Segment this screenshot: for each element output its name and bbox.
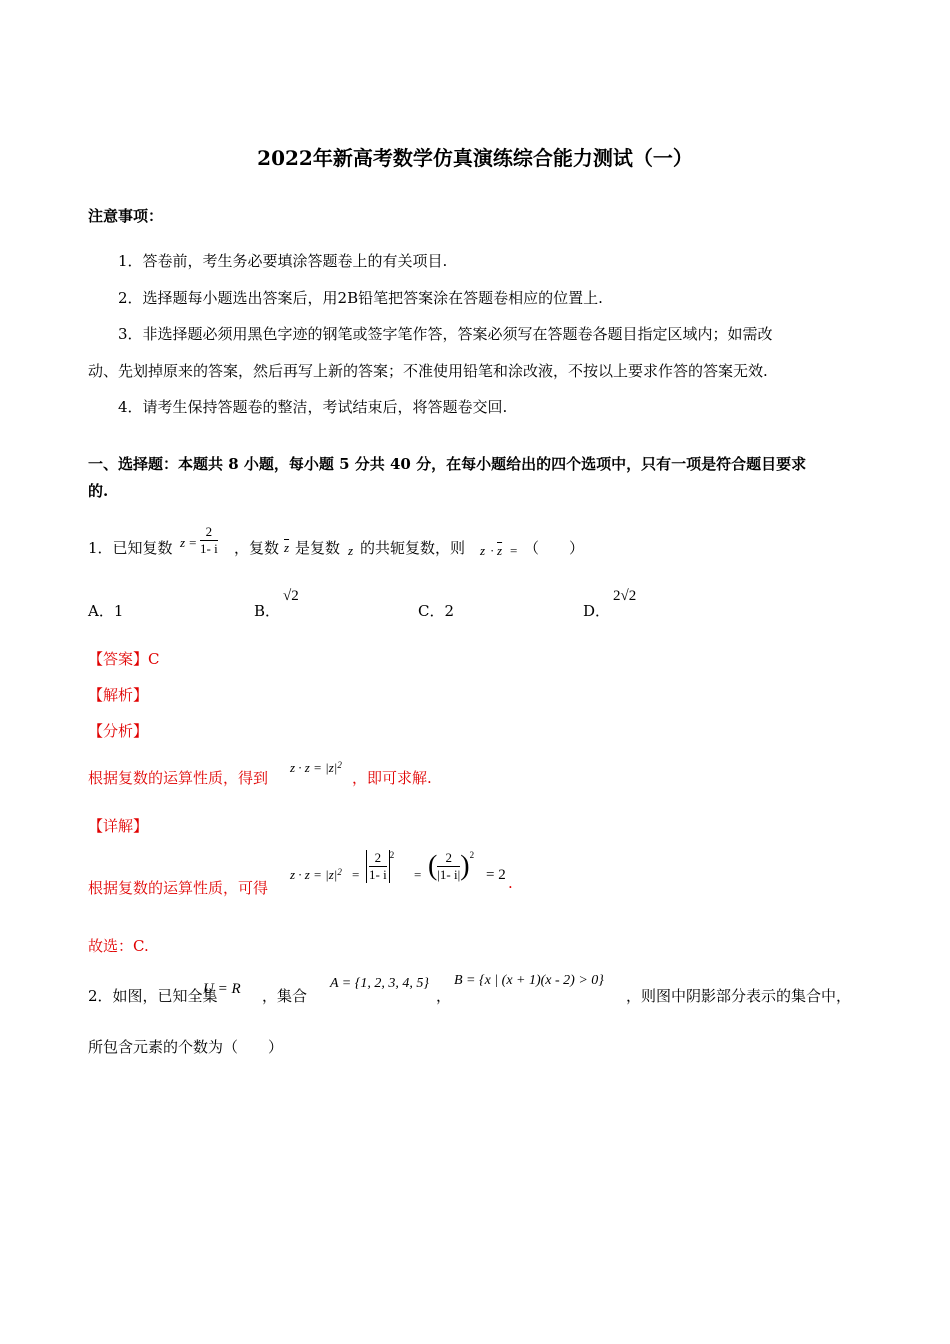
q1-fenxi-expr	[290, 760, 342, 776]
q1-zbar: $\overline{z}$	[284, 540, 290, 555]
q1-detail-paren-frac: ( $\frac{2}{|1- i|}$ )$^2$	[428, 850, 475, 882]
q1-paren: （ ）	[524, 539, 585, 557]
section1-heading-cont: 的.	[88, 482, 109, 500]
q1-detail-eq1: =	[352, 867, 360, 882]
q1-detail-result: = 2	[486, 867, 506, 883]
option-value: 2	[444, 602, 455, 620]
q1-option-d-value: 2√2	[613, 588, 637, 604]
q2-mid1: ，集合	[262, 987, 308, 1005]
q1-option-b-value: √2	[283, 588, 299, 604]
q1-fenxi-pre: 根据复数的运算性质，得到	[88, 769, 269, 787]
q2-comma: ，	[436, 987, 452, 1005]
q1-detail-end: .	[508, 874, 513, 892]
q1-mid1: ，复数	[234, 539, 280, 557]
notice-item-3-cont: 动、先划掉原来的答案，然后再写上新的答案；不准使用铅笔和涂改液，不按以上要求作答的答案无效.	[88, 362, 768, 380]
notice-item-3: 3．非选择题必须用黑色字迹的钢笔或签字笔作答，答案必须写在答题卷各题目指定区域内；如需改	[118, 325, 773, 343]
q2-set-b: B = {x | (x + 1)(x - 2) > 0}	[454, 973, 604, 988]
notice-heading: 注意事项：	[88, 207, 164, 225]
q1-option-a	[88, 600, 123, 621]
q1-expr-zbar: $\overline{z}$	[497, 543, 503, 558]
q1-analysis-heading: 【解析】	[88, 686, 149, 704]
q1-detail-heading: 【详解】	[88, 817, 149, 835]
page-title: 2022年新高考数学仿真演练综合能力测试（一）	[257, 146, 693, 170]
math-superscript: 2	[337, 760, 342, 770]
q2-line2: 所包含元素的个数为（ ）	[88, 1038, 284, 1056]
q1-expr-eq: =	[510, 543, 518, 558]
q2-mid2: ，则图中阴影部分表示的集合中，	[626, 987, 852, 1005]
q1-fraction	[200, 524, 218, 557]
q2-set-a: A = {1, 2, 3, 4, 5}	[330, 976, 429, 991]
q1-detail-expr1	[290, 867, 342, 883]
q1-detail-abs-frac	[366, 850, 394, 883]
q1-expr-dot: ·	[490, 543, 495, 558]
option-label: C．	[418, 602, 445, 620]
q1-mid3: 的共轭复数，则	[360, 539, 466, 557]
math-expression: z · z = |z|	[290, 760, 338, 775]
detail-frac-den: 1- i	[369, 867, 387, 882]
q1-z: z	[348, 543, 354, 558]
notice-item-4: 4．请考生保持答题卷的整洁，考试结束后，将答题卷交回.	[118, 398, 508, 416]
q1-expr-z: z	[480, 543, 486, 558]
math-superscript: 2	[389, 850, 395, 860]
q1-option-d-label: D．	[583, 602, 611, 620]
q1-option-c	[418, 600, 454, 621]
detail-frac-num: 2	[369, 850, 387, 867]
q1-option-b-label: B．	[254, 602, 281, 620]
q1-frac-den: 1- i	[200, 541, 218, 556]
q1-fenxi-heading: 【分析】	[88, 722, 149, 740]
q1-mid2: 是复数	[295, 539, 341, 557]
detail-frac2-den: |1- i|	[437, 867, 461, 882]
q1-conclusion: 故选：C.	[88, 937, 149, 955]
q2-prefix: 2．如图，已知全集	[88, 987, 218, 1005]
math-superscript: 2	[337, 867, 342, 877]
q1-answer: 【答案】C	[88, 650, 160, 668]
notice-item-1: 1．答卷前，考生务必要填涂答题卷上的有关项目.	[118, 252, 448, 270]
math-expression: z · z = |z|	[290, 867, 338, 882]
detail-frac2-num: 2	[437, 850, 460, 867]
q1-frac-num: 2	[200, 524, 218, 541]
section1-heading: 一、选择题：本题共 8 小题，每小题 5 分共 40 分，在每小题给出的四个选项中，只有一项是符合题目要求	[88, 455, 807, 473]
q1-detail-pre: 根据复数的运算性质，可得	[88, 879, 269, 897]
math-superscript: 2	[469, 850, 475, 860]
option-value: 1	[113, 602, 124, 620]
option-label: A．	[88, 602, 114, 620]
q1-z-eq: z =	[180, 535, 198, 550]
notice-item-2: 2．选择题每小题选出答案后，用2B铅笔把答案涂在答题卷相应的位置上.	[118, 289, 603, 307]
q1-detail-eq2: =	[414, 867, 422, 882]
q1-stem	[88, 537, 173, 558]
q1-fenxi-post: ，即可求解.	[352, 769, 432, 787]
q1-prefix: 1．已知复数	[88, 539, 173, 557]
q2-universe: U = R	[203, 981, 241, 997]
